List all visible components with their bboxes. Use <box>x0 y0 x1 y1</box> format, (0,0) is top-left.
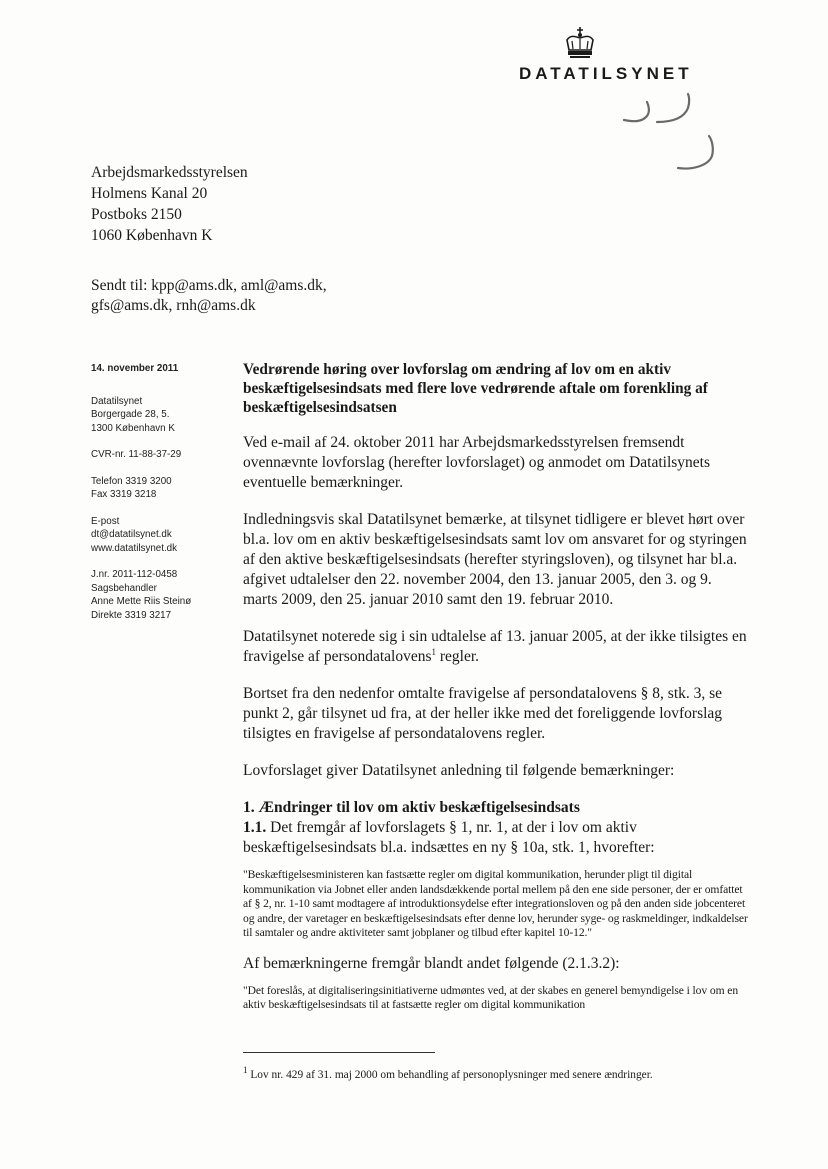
recipient-city: 1060 København K <box>91 227 213 244</box>
sender-contact-group <box>91 515 231 556</box>
recipient-pobox: Postboks 2150 <box>91 206 182 223</box>
paragraph-3 <box>243 627 748 667</box>
journal-number: J.nr. 2011-112-0458 <box>91 569 178 580</box>
handwritten-initials-icon <box>612 92 732 174</box>
paragraph-6: Af bemærkningerne fremgår blandt andet følgende (2.1.3.2): <box>243 954 620 972</box>
sender-street: Borgergade 28, 5. <box>91 409 170 420</box>
footnote-number: 1 <box>243 1065 248 1076</box>
paragraph-3-text: Datatilsynet noterede sig i sin udtalelse af 13. januar 2005, at der ikke tilsigtes en fravigelse af persondatalovens <box>243 628 747 665</box>
sender-fax: Fax 3319 3218 <box>91 489 157 500</box>
paragraph-5: Lovforslaget giver Datatilsynet anledning til følgende bemærkninger: <box>243 762 675 779</box>
quote-2: "Det foreslås, at digitaliseringsinitiativerne udmøntes ved, at der skabes en generel bemyndigelse i lov om en aktiv beskæftigelsesindsats til at fastsætte regler om digital kommunikation <box>243 983 739 1011</box>
case-handler-label: Sagsbehandler <box>91 582 157 594</box>
paragraph-4: Bortset fra den nedenfor omtalte fravigelse af persondatalovens § 8, stk. 3, se punkt 2, går tilsynet ud fra, at der heller ikke med det foreliggende lovforslag tilsigtes en fravigelse af persondatalovens regler. <box>243 685 723 742</box>
section-1-1-text: Det fremgår af lovforslagets § 1, nr. 1, at der i lov om aktiv beskæftigelsesindsats bl.a. indsættes en ny § 10a, stk. 1, hvorefter: <box>243 819 655 856</box>
footnote <box>243 1065 748 1082</box>
recipient-street: Holmens Kanal 20 <box>91 185 208 202</box>
sent-to-line-2: gfs@ams.dk, rnh@ams.dk <box>91 297 256 314</box>
paragraph-2: Indledningsvis skal Datatilsynet bemærke, at tilsynet tidligere er blevet hørt over bl.a. lov om en aktiv beskæftigelsesindsats samt lov om ansvaret for og styringen af den aktive beskæftigelsesindsats (herefter styringsloven), og tilsynet har bl.a. afgivet udtalelser den 22. november 2004, den 13. januar 2005, den 3. og 9. marts 2009, den 25. januar 2010 samt den 19. februar 2010. <box>243 511 747 608</box>
section-1-1-number: 1.1. <box>243 819 267 836</box>
recipient-address <box>91 162 248 246</box>
section-1-title: 1. Ændringer til lov om aktiv beskæftigelsesindsats <box>243 799 580 816</box>
sender-phone: Telefon 3319 3200 <box>91 475 172 487</box>
recipient-name: Arbejdsmarkedsstyrelsen <box>91 164 248 181</box>
brand-name: DATATILSYNET <box>519 64 693 83</box>
case-handler-direct: Direkte 3319 3217 <box>91 609 172 621</box>
sender-cvr: CVR-nr. 11-88-37-29 <box>91 449 182 460</box>
footnote-divider <box>243 1052 435 1053</box>
sent-to <box>91 276 327 316</box>
sender-address <box>91 395 231 436</box>
crown-icon <box>563 26 597 62</box>
sent-to-line-1: Sendt til: kpp@ams.dk, aml@ams.dk, <box>91 277 327 294</box>
quote-1: "Beskæftigelsesministeren kan fastsætte regler om digital kommunikation, herunder pligt til digital kommunikation via Jobnet eller anden landsdækkende portal mellem på den ene side personer, der er omfattet af § 2, nr. 1-10 samt modtagere af introduktionsydelse efter integrationsloven og på den anden side jobcenteret og andre, der varetager en beskæftigelsesindsats efter denne lov, herunder syge- og raskmeldinger, indkaldelser til samtaler og andre aktiviteter samt jobplaner og tilbud efter kapitel 10-12." <box>243 868 748 939</box>
sender-website: www.datatilsynet.dk <box>91 542 178 554</box>
letter-subject: Vedrørende høring over lovforslag om ændring af lov om en aktiv beskæftigelsesindsats med flere love vedrørende aftale om forenkling af beskæftigelsesindsatsen <box>243 361 708 416</box>
footnote-ref: 1 <box>431 646 437 657</box>
sender-email: dt@datatilsynet.dk <box>91 529 172 540</box>
letter-body <box>243 360 748 1026</box>
footnote-text: Lov nr. 429 af 31. maj 2000 om behandling af personoplysninger med senere ændringer. <box>247 1069 653 1081</box>
email-label: E-post <box>91 515 120 527</box>
sender-city: 1300 København K <box>91 422 175 434</box>
paragraph-3-end: regler. <box>436 648 480 665</box>
case-handler: Anne Mette Riis Steinø <box>91 596 192 607</box>
sender-org: Datatilsynet <box>91 395 143 407</box>
section-1-1 <box>243 818 748 858</box>
paragraph-1: Ved e-mail af 24. oktober 2011 har Arbejdsmarkedsstyrelsen fremsendt ovennævnte lovforslag (herefter lovforslaget) og anmodet om Datatilsynets eventuelle bemærkninger. <box>243 434 711 491</box>
case-info <box>91 568 231 622</box>
sender-sidebar <box>91 362 231 635</box>
letter-date: 14. november 2011 <box>91 363 179 374</box>
sender-phone-group <box>91 475 231 502</box>
